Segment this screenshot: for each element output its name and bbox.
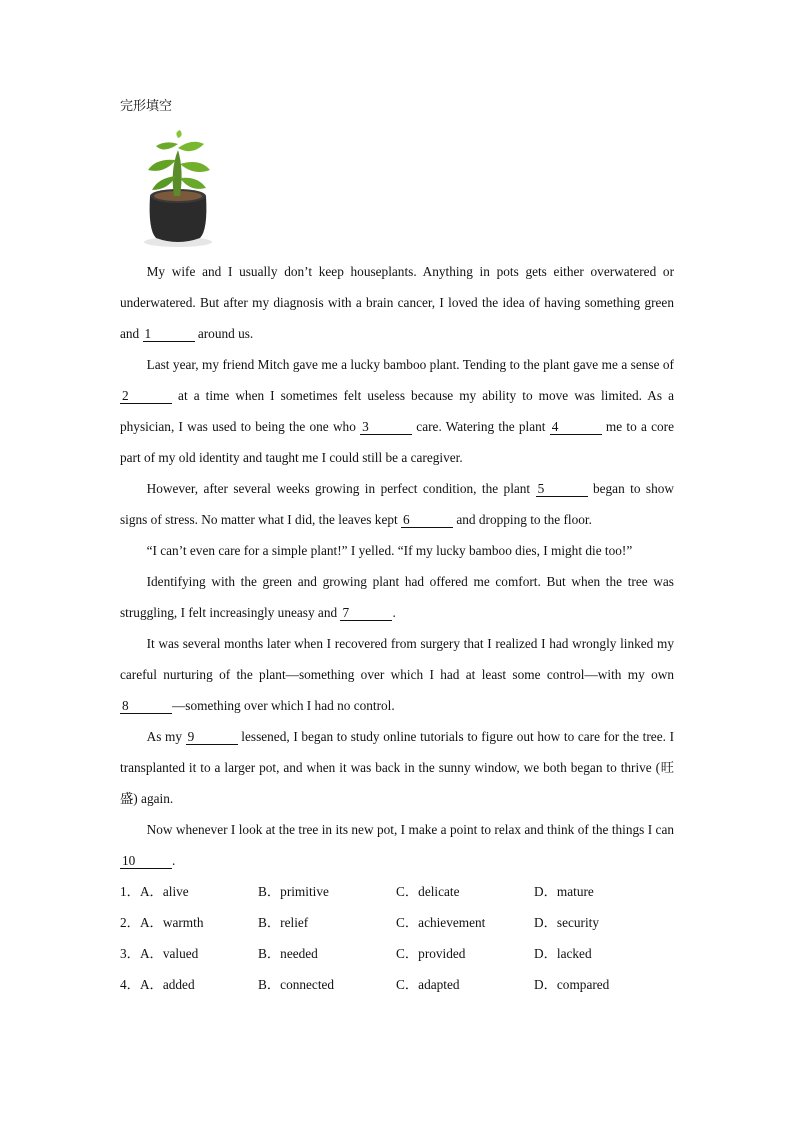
paragraph-7: As my 9 lessened, I began to study online tutorials to figure out how to care for the tree. I transplanted it to a larger pot, and when it was back in the sunny window, we both began to thrive (旺盛) again. (120, 729, 674, 806)
document-page (120, 96, 674, 1000)
option-1d: D．mature (534, 884, 594, 899)
blank-1: 1 (143, 327, 195, 342)
blank-6: 6 (401, 513, 453, 528)
blank-7: 7 (340, 606, 392, 621)
blank-5: 5 (536, 482, 588, 497)
option-2b: B．relief (258, 915, 309, 930)
option-row-4 (120, 969, 674, 1000)
blank-8: 8 (120, 699, 172, 714)
option-2d: D．security (534, 915, 599, 930)
option-3c: C．provided (396, 946, 466, 961)
option-4b: B．connected (258, 977, 335, 992)
option-row-2 (120, 907, 674, 938)
option-2c: C．achievement (396, 915, 486, 930)
paragraph-8: Now whenever I look at the tree in its new pot, I make a point to relax and think of the things I can 10 . (122, 822, 674, 868)
option-4c: C．adapted (396, 977, 460, 992)
option-1c: C．delicate (396, 884, 460, 899)
blank-3: 3 (360, 420, 412, 435)
paragraph-3: However, after several weeks growing in perfect condition, the plant 5 began to show signs of stress. No matter what I did, the leaves kept 6 and dropping to the floor. (120, 481, 675, 527)
option-2a: 2．A．warmth (120, 915, 204, 930)
paragraph-1: My wife and I usually don’t keep houseplants. Anything in pots gets either overwatered or underwatered. But after my diagnosis with a brain cancer, I loved the idea of having something green and 1 around us. (120, 264, 674, 341)
blank-10: 10 (120, 854, 172, 869)
paragraph-6: It was several months later when I recovered from surgery that I realized I had wrongly linked my careful nurturing of the plant—something over which I had at least some control—with my own 8 —something over which I had no control. (120, 636, 674, 713)
page-title: 完形填空 (120, 99, 173, 114)
option-row-3 (120, 938, 674, 969)
option-row-1 (120, 876, 674, 907)
blank-9: 9 (186, 730, 238, 745)
option-1a: 1．A．alive (120, 884, 189, 899)
paragraph-2: Last year, my friend Mitch gave me a lucky bamboo plant. Tending to the plant gave me a sense of 2 at a time when I sometimes felt useless because my ability to move was limited. As a physician, I was used to being the one who 3 care. Watering the plant 4 me to a core part of my old identity and taught me I could still be a caregiver. (120, 357, 674, 465)
blank-4: 4 (550, 420, 602, 435)
potted-bamboo-plant-image (134, 130, 220, 250)
option-4d: D．compared (534, 977, 610, 992)
option-3d: D．lacked (534, 946, 592, 961)
option-4a: 4．A．added (120, 977, 195, 992)
option-1b: B．primitive (258, 884, 329, 899)
option-3b: B．needed (258, 946, 318, 961)
paragraph-5: Identifying with the green and growing plant had offered me comfort. But when the tree was struggling, I felt increasingly uneasy and 7 . (120, 574, 674, 620)
blank-2: 2 (120, 389, 172, 404)
answer-options (120, 876, 674, 1000)
paragraph-4: “I can’t even care for a simple plant!” I yelled. “If my lucky bamboo dies, I might die too!” (146, 543, 633, 558)
option-3a: 3．A．valued (120, 946, 199, 961)
